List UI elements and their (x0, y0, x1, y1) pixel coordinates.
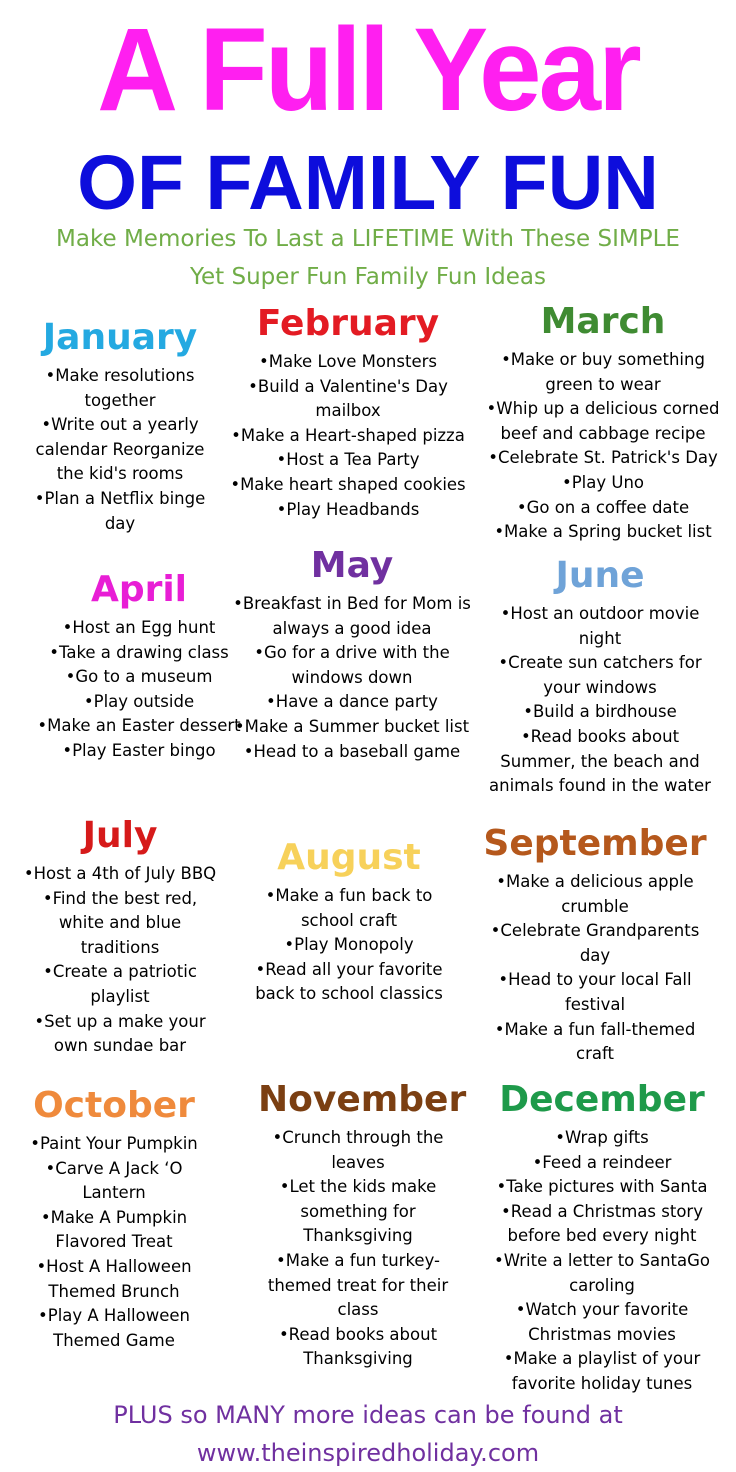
idea-item: • Take pictures with Santa (486, 1175, 718, 1200)
idea-item: • Play A Halloween Themed Game (22, 1304, 206, 1353)
month-january (20, 316, 220, 536)
idea-item: • Make a Summer bucket list (232, 715, 472, 740)
idea-item: • Play Uno (478, 471, 728, 496)
idea-list (22, 1132, 206, 1353)
idea-item: • Host an outdoor movie night (482, 602, 718, 651)
idea-item: • Make an Easter dessert (28, 714, 250, 739)
idea-item: • Read books about Summer, the beach and animals found in the water (482, 725, 718, 799)
idea-item: • Take a drawing class (28, 641, 250, 666)
idea-item: • Create a patriotic playlist (18, 960, 222, 1009)
month-september (482, 822, 708, 1067)
month-title: January (42, 317, 198, 358)
idea-item: • Feed a reindeer (486, 1151, 718, 1176)
month-title: August (277, 837, 421, 878)
idea-item: • Read a Christmas story before bed every night (486, 1200, 718, 1249)
idea-item: • Play outside (28, 690, 250, 715)
idea-item: • Host a 4th of July BBQ (18, 862, 222, 887)
idea-item: • Play Headbands (228, 498, 468, 523)
idea-item: • Let the kids make something for Thanksgiving (258, 1175, 458, 1249)
month-title: May (310, 545, 394, 586)
idea-item: • Make a delicious apple crumble (482, 870, 708, 919)
idea-item: • Breakfast in Bed for Mom is always a good idea (232, 592, 472, 641)
month-title: December (499, 1079, 705, 1120)
idea-item: • Make resolutions together (20, 364, 220, 413)
idea-item: • Head to a baseball game (232, 740, 472, 765)
page-subtitle: OF FAMILY FUN (77, 140, 659, 226)
idea-item: • Make a playlist of your favorite holiday tunes (486, 1347, 718, 1396)
month-title: June (555, 555, 645, 596)
idea-item: • Host a Tea Party (228, 448, 468, 473)
idea-list (254, 884, 444, 1007)
month-may (232, 544, 472, 764)
idea-list (478, 348, 728, 545)
idea-list (228, 350, 468, 522)
idea-item: • Go on a coffee date (478, 496, 728, 521)
idea-item: • Crunch through the leaves (258, 1126, 458, 1175)
idea-item: • Find the best red, white and blue traditions (18, 887, 222, 961)
tagline-line-2: Yet Super Fun Family Fun Ideas (190, 264, 546, 290)
tagline-line-1: Make Memories To Last a LIFETIME With These SIMPLE (56, 226, 680, 252)
idea-item: • Make or buy something green to wear (478, 348, 728, 397)
footer-link[interactable]: www.theinspiredholiday.com (196, 1439, 540, 1467)
idea-list (20, 364, 220, 536)
month-title: July (82, 815, 158, 856)
idea-item: • Have a dance party (232, 690, 472, 715)
month-august (254, 836, 444, 1007)
month-october (22, 1084, 206, 1353)
idea-item: • Paint Your Pumpkin (22, 1132, 206, 1157)
idea-item: • Make heart shaped cookies (228, 473, 468, 498)
idea-item: • Go to a museum (28, 665, 250, 690)
idea-item: • Play Easter bingo (28, 739, 250, 764)
idea-item: • Make a Spring bucket list (478, 520, 728, 545)
idea-item: • Head to your local Fall festival (482, 968, 708, 1017)
idea-item: • Write out a yearly calendar Reorganize the kid's rooms (20, 413, 220, 487)
idea-item: • Plan a Netflix binge day (20, 487, 220, 536)
idea-item: • Celebrate Grandparents day (482, 919, 708, 968)
idea-item: • Make a fun turkey-themed treat for their class (258, 1249, 458, 1323)
month-july (18, 814, 222, 1059)
idea-item: • Celebrate St. Patrick's Day (478, 446, 728, 471)
idea-item: • Read all your favorite back to school classics (254, 958, 444, 1007)
month-march (478, 300, 728, 545)
month-april (28, 568, 250, 764)
idea-list (232, 592, 472, 764)
idea-item: • Make Love Monsters (228, 350, 468, 375)
idea-item: • Play Monopoly (254, 933, 444, 958)
footer-text: PLUS so MANY more ideas can be found at (113, 1401, 623, 1429)
month-title: November (258, 1079, 467, 1120)
idea-item: • Make a fun back to school craft (254, 884, 444, 933)
idea-item: • Carve A Jack ‘O Lantern (22, 1157, 206, 1206)
idea-list (482, 870, 708, 1067)
month-june (482, 554, 718, 799)
idea-list (486, 1126, 718, 1397)
idea-list (18, 862, 222, 1059)
idea-item: • Watch your favorite Christmas movies (486, 1298, 718, 1347)
idea-item: • Go for a drive with the windows down (232, 641, 472, 690)
idea-item: • Read books about Thanksgiving (258, 1323, 458, 1372)
month-december (486, 1078, 718, 1397)
idea-item: • Create sun catchers for your windows (482, 651, 718, 700)
idea-item: • Make a fun fall-themed craft (482, 1018, 708, 1067)
idea-item: • Make A Pumpkin Flavored Treat (22, 1206, 206, 1255)
footer (0, 1396, 736, 1472)
month-title: October (33, 1085, 195, 1126)
month-title: February (256, 303, 440, 344)
idea-item: • Whip up a delicious corned beef and cabbage recipe (478, 397, 728, 446)
idea-list (482, 602, 718, 799)
idea-list (258, 1126, 458, 1372)
idea-item: • Build a Valentine's Day mailbox (228, 375, 468, 424)
idea-item: • Build a birdhouse (482, 700, 718, 725)
month-title: April (90, 569, 188, 610)
idea-item: • Set up a make your own sundae bar (18, 1010, 222, 1059)
idea-item: • Host A Halloween Themed Brunch (22, 1255, 206, 1304)
tagline (0, 220, 736, 296)
idea-list (28, 616, 250, 764)
month-february (228, 302, 468, 522)
month-title: September (483, 823, 707, 864)
idea-item: • Make a Heart-shaped pizza (228, 424, 468, 449)
page-title: A Full Year (97, 4, 639, 136)
month-november (258, 1078, 467, 1372)
idea-item: • Write a letter to SantaGo caroling (486, 1249, 718, 1298)
idea-item: • Host an Egg hunt (28, 616, 250, 641)
idea-item: • Wrap gifts (486, 1126, 718, 1151)
month-title: March (540, 301, 666, 342)
